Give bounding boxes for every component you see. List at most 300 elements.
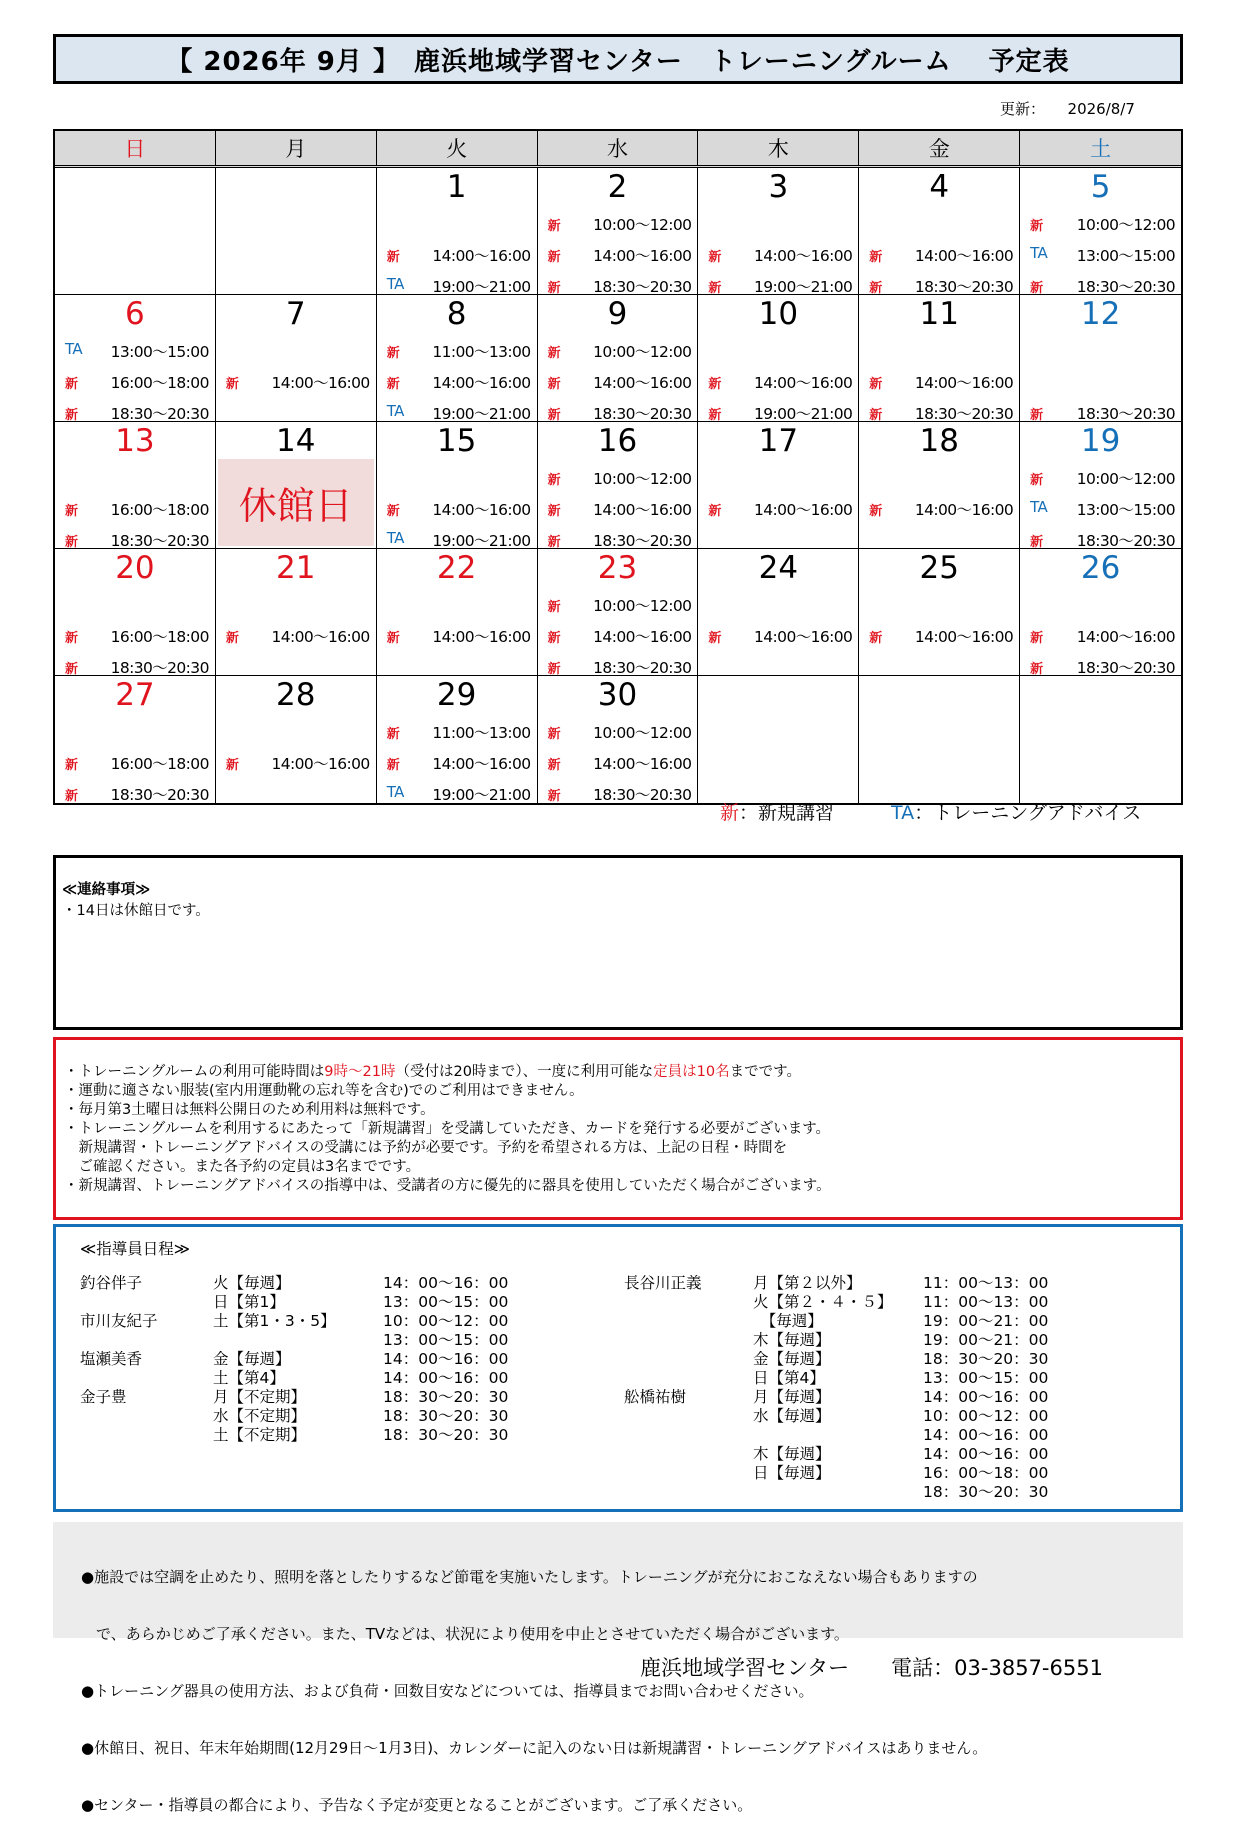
legend-new-label: ：新規講習 (739, 802, 835, 824)
session-time: 14:00〜16:00 (593, 247, 692, 265)
session-slot (1020, 466, 1181, 490)
footer-phone: 電話：03-3857-6551 (891, 1656, 1103, 1680)
new-lesson-tag: 新 (708, 377, 721, 392)
weekday-tue: 火 (377, 131, 538, 165)
calendar-day-cell (538, 676, 699, 803)
session-slot (538, 782, 698, 806)
session-time: 14:00〜16:00 (754, 628, 853, 646)
new-lesson-tag: 新 (225, 631, 239, 646)
session-slot (1020, 624, 1181, 648)
rules-text: （受付は20時まで）、一度に利用可能な (395, 1064, 654, 1080)
session-time: 14:00〜16:00 (271, 628, 370, 646)
page-title: 【 2026年 9月 】 鹿浜地域学習センター トレーニングルーム 予定表 (53, 34, 1183, 84)
session-time: 18:30〜20:30 (1076, 405, 1175, 423)
day-number: 7 (285, 296, 306, 332)
new-lesson-tag: 新 (869, 504, 882, 519)
day-number: 8 (446, 296, 467, 332)
instructor-time: 19：00〜21：00 (923, 1331, 1049, 1349)
rules-text: ・トレーニングルームの利用可能時間は (64, 1064, 325, 1080)
calendar-day-cell (538, 422, 699, 549)
instructor-time: 18：30〜20：30 (383, 1426, 509, 1444)
calendar-day-cell (1020, 549, 1181, 676)
notice-item: ・14日は休館日です。 (62, 903, 210, 919)
calendar-day-cell (55, 168, 216, 295)
training-advice-tag: TA (65, 340, 83, 358)
session-slot (377, 751, 537, 775)
session-time: 14:00〜16:00 (754, 247, 853, 265)
session-time: 18:30〜20:30 (110, 659, 209, 677)
instructor-name: 塩瀬美香 (80, 1350, 143, 1368)
new-lesson-tag: 新 (708, 408, 721, 423)
calendar-day-cell (698, 676, 859, 803)
instructor-time: 13：00〜15：00 (383, 1331, 509, 1349)
new-lesson-tag: 新 (547, 346, 560, 361)
calendar-day-cell (538, 295, 699, 422)
session-time: 14:00〜16:00 (914, 247, 1014, 265)
day-number: 11 (919, 296, 959, 332)
training-advice-tag: TA (386, 529, 404, 547)
new-lesson-tag: 新 (386, 727, 400, 742)
footnote-line: ●センター・指導員の都合により、予告なく予定が変更となることがございます。ご了承ください。 (81, 1796, 753, 1814)
instructor-time: 16：00〜18：00 (923, 1464, 1049, 1482)
session-time: 14:00〜16:00 (1076, 628, 1175, 646)
training-advice-tag: TA (386, 402, 404, 420)
new-lesson-tag: 新 (547, 250, 560, 265)
rules-box (53, 1037, 1183, 1220)
session-time: 14:00〜16:00 (593, 501, 692, 519)
calendar-day-cell (1020, 295, 1181, 422)
calendar-day-cell (377, 422, 538, 549)
calendar-day-cell (538, 168, 699, 295)
instructor-day: 日【第1】 (213, 1293, 285, 1311)
new-lesson-tag: 新 (65, 377, 78, 392)
new-lesson-tag: 新 (547, 600, 560, 615)
new-lesson-tag: 新 (547, 281, 560, 296)
new-lesson-tag: 新 (869, 250, 882, 265)
instructor-day: 水【毎週】 (753, 1407, 831, 1425)
new-lesson-tag: 新 (225, 758, 239, 773)
instructor-day: 月【不定期】 (213, 1388, 307, 1406)
instructor-day: 金【毎週】 (213, 1350, 291, 1368)
session-time: 19:00〜21:00 (754, 278, 853, 296)
calendar-day-cell (216, 676, 377, 803)
rules-line: ・新規講習、トレーニングアドバイスの指導中は、受講者の方に優先的に器具を使用していただく場合がございます。 (64, 1178, 831, 1194)
session-time: 16:00〜18:00 (110, 628, 209, 646)
instructor-time: 10：00〜12：00 (383, 1312, 509, 1330)
new-lesson-tag: 新 (1030, 535, 1043, 550)
day-number: 4 (929, 169, 950, 205)
new-lesson-tag: 新 (1030, 219, 1043, 234)
instructor-day: 火【毎週】 (213, 1274, 291, 1292)
rules-line: ご確認ください。また各予約の定員は3名までです。 (64, 1159, 421, 1175)
updated-date: 2026/8/7 (1067, 100, 1135, 118)
new-lesson-tag: 新 (547, 504, 560, 519)
session-slot (538, 624, 698, 648)
session-time: 14:00〜16:00 (914, 628, 1014, 646)
day-number: 23 (597, 550, 638, 586)
session-time: 13:00〜15:00 (1076, 247, 1175, 265)
instructor-time: 14：00〜16：00 (383, 1369, 509, 1387)
calendar-day-cell (1020, 422, 1181, 549)
session-slot (538, 466, 698, 490)
new-lesson-tag: 新 (65, 408, 78, 423)
notice-box (53, 855, 1183, 1030)
session-time: 18:30〜20:30 (914, 405, 1014, 423)
instructor-time: 18：30〜20：30 (923, 1483, 1049, 1501)
instructor-name: 金子豊 (80, 1388, 127, 1406)
instructor-day: 木【毎週】 (753, 1331, 831, 1349)
session-time: 19:00〜21:00 (432, 278, 531, 296)
closed-day-label: 休館日 (218, 459, 374, 546)
session-time: 14:00〜16:00 (914, 501, 1014, 519)
new-lesson-tag: 新 (547, 789, 560, 804)
calendar (53, 129, 1183, 805)
new-lesson-tag: 新 (869, 631, 882, 646)
session-slot (538, 720, 698, 744)
session-slot (377, 720, 537, 744)
session-slot (859, 497, 1019, 521)
day-number: 13 (115, 423, 155, 459)
day-number: 24 (758, 550, 799, 586)
day-number: 12 (1080, 296, 1121, 332)
training-advice-tag: TA (386, 783, 404, 801)
rules-text: までです。 (729, 1064, 801, 1080)
session-time: 18:30〜20:30 (914, 278, 1014, 296)
instructor-time: 14：00〜16：00 (923, 1426, 1049, 1444)
session-slot (55, 624, 215, 648)
day-number: 10 (758, 296, 799, 332)
session-time: 16:00〜18:00 (110, 755, 209, 773)
weekday-mon: 月 (216, 131, 377, 165)
session-time: 10:00〜12:00 (593, 343, 692, 361)
session-slot (1020, 243, 1181, 267)
instructor-time: 18：30〜20：30 (923, 1350, 1049, 1368)
new-lesson-tag: 新 (65, 758, 78, 773)
day-number: 20 (115, 550, 155, 586)
instructor-name: 釣谷伴子 (80, 1274, 143, 1292)
new-lesson-tag: 新 (386, 250, 400, 265)
instructor-day: 日【毎週】 (753, 1464, 831, 1482)
session-time: 18:30〜20:30 (110, 405, 209, 423)
new-lesson-tag: 新 (386, 504, 400, 519)
session-time: 14:00〜16:00 (593, 628, 692, 646)
weekday-wed: 水 (538, 131, 699, 165)
rules-line: ・トレーニングルームを利用するにあたって「新規講習」を受講していただき、カードを発行する必要がございます。 (64, 1121, 831, 1137)
session-time: 14:00〜16:00 (432, 247, 531, 265)
day-number: 15 (436, 423, 477, 459)
calendar-day-cell (859, 549, 1020, 676)
instructor-day: 月【第２以外】 (753, 1274, 862, 1292)
session-time: 19:00〜21:00 (432, 405, 531, 423)
day-number: 17 (758, 423, 799, 459)
training-advice-tag: TA (386, 275, 404, 293)
instructor-time: 10：00〜12：00 (923, 1407, 1049, 1425)
session-time: 18:30〜20:30 (593, 659, 692, 677)
session-slot (538, 370, 698, 394)
session-slot (55, 497, 215, 521)
instructor-time: 13：00〜15：00 (923, 1369, 1049, 1387)
new-lesson-tag: 新 (1030, 408, 1043, 423)
session-slot (698, 497, 858, 521)
new-lesson-tag: 新 (65, 504, 78, 519)
instructor-title: ≪指導員日程≫ (80, 1240, 190, 1258)
session-time: 19:00〜21:00 (432, 532, 531, 550)
calendar-day-cell (859, 676, 1020, 803)
calendar-day-cell (216, 549, 377, 676)
new-lesson-tag: 新 (65, 631, 78, 646)
new-lesson-tag: 新 (547, 219, 560, 234)
day-number: 28 (276, 677, 316, 713)
calendar-day-cell (859, 168, 1020, 295)
calendar-day-cell (216, 295, 377, 422)
new-lesson-tag: 新 (1030, 281, 1043, 296)
new-lesson-tag: 新 (708, 281, 721, 296)
footer-center-name: 鹿浜地域学習センター (640, 1656, 850, 1680)
instructor-time: 14：00〜16：00 (923, 1445, 1049, 1463)
session-time: 14:00〜16:00 (754, 374, 853, 392)
instructor-name: 市川友紀子 (80, 1312, 158, 1330)
instructor-time: 13：00〜15：00 (383, 1293, 509, 1311)
session-time: 14:00〜16:00 (593, 755, 692, 773)
day-number: 30 (597, 677, 638, 713)
new-lesson-tag: 新 (386, 758, 400, 773)
session-slot (538, 212, 698, 236)
session-time: 14:00〜16:00 (593, 374, 692, 392)
calendar-day-cell (377, 676, 538, 803)
new-lesson-tag: 新 (1030, 662, 1043, 677)
session-slot (55, 782, 215, 806)
new-lesson-tag: 新 (225, 377, 239, 392)
new-lesson-tag: 新 (386, 377, 400, 392)
new-lesson-tag: 新 (547, 631, 560, 646)
new-lesson-tag: 新 (547, 662, 560, 677)
new-lesson-tag: 新 (869, 377, 882, 392)
instructor-name: 長谷川正義 (624, 1274, 702, 1292)
new-lesson-tag: 新 (869, 281, 882, 296)
updated-label: 更新： (1000, 100, 1038, 118)
new-lesson-tag: 新 (547, 408, 560, 423)
rules-line: 新規講習・トレーニングアドバイスの受講には予約が必要です。予約を希望される方は、上記の日程・時間を (64, 1140, 788, 1156)
rules-line: ・運動に適さない服装(室内用運動靴の忘れ等を含む)でのご利用はできません。 (64, 1083, 584, 1099)
day-number: 9 (607, 296, 628, 332)
session-time: 10:00〜12:00 (593, 470, 692, 488)
instructor-day: 日【第4】 (753, 1369, 825, 1387)
session-slot (1020, 497, 1181, 521)
calendar-day-cell (698, 549, 859, 676)
new-lesson-tag: 新 (65, 535, 78, 550)
session-time: 13:00〜15:00 (1076, 501, 1175, 519)
session-slot (55, 370, 215, 394)
session-slot (538, 751, 698, 775)
legend-new-tag: 新 (720, 802, 740, 824)
session-time: 18:30〜20:30 (593, 786, 692, 804)
day-number: 18 (919, 423, 959, 459)
session-time: 19:00〜21:00 (754, 405, 853, 423)
session-time: 14:00〜16:00 (914, 374, 1014, 392)
session-time: 10:00〜12:00 (593, 724, 692, 742)
weekday-thu: 木 (698, 131, 859, 165)
instructor-time: 11：00〜13：00 (923, 1274, 1049, 1292)
day-number: 3 (768, 169, 789, 205)
rules-highlight: 9時〜21時 (324, 1064, 396, 1080)
session-time: 16:00〜18:00 (110, 501, 209, 519)
day-number: 26 (1080, 550, 1121, 586)
day-number: 21 (276, 550, 316, 586)
rules-highlight: 定員は10名 (653, 1064, 730, 1080)
rules-line (64, 1063, 1172, 1082)
legend (720, 798, 1141, 825)
new-lesson-tag: 新 (1030, 631, 1043, 646)
instructor-time: 19：00〜21：00 (923, 1312, 1049, 1330)
calendar-day-cell (55, 549, 216, 676)
session-time: 10:00〜12:00 (593, 216, 692, 234)
footer (640, 1652, 1103, 1682)
instructor-day: 火【第２・４・５】 (753, 1293, 893, 1311)
footnote-line: ●施設では空調を止めたり、照明を落としたりするなど節電を実施いたします。トレーニングが充分におこなえない場合もありますの (81, 1568, 978, 1586)
new-lesson-tag: 新 (547, 473, 560, 488)
instructor-time: 18：30〜20：30 (383, 1407, 509, 1425)
session-time: 14:00〜16:00 (754, 501, 853, 519)
calendar-day-cell (1020, 676, 1181, 803)
instructor-name: 舩橋祐樹 (624, 1388, 687, 1406)
session-slot (538, 497, 698, 521)
new-lesson-tag: 新 (386, 631, 400, 646)
weekday-sun: 日 (55, 131, 216, 165)
session-time: 18:30〜20:30 (1076, 278, 1175, 296)
instructor-day: 【毎週】 (753, 1312, 823, 1330)
session-time: 18:30〜20:30 (593, 532, 692, 550)
calendar-grid (55, 168, 1181, 803)
session-time: 14:00〜16:00 (432, 628, 531, 646)
session-slot (698, 624, 858, 648)
calendar-day-cell (216, 168, 377, 295)
instructor-schedule (53, 1224, 1183, 1512)
session-time: 10:00〜12:00 (1076, 216, 1175, 234)
calendar-day-cell (859, 422, 1020, 549)
calendar-day-cell (698, 168, 859, 295)
session-slot (698, 370, 858, 394)
new-lesson-tag: 新 (65, 662, 78, 677)
new-lesson-tag: 新 (65, 789, 78, 804)
calendar-day-cell (55, 422, 216, 549)
new-lesson-tag: 新 (1030, 473, 1043, 488)
instructor-time: 18：30〜20：30 (383, 1388, 509, 1406)
session-slot (216, 751, 376, 775)
footnote-line: で、あらかじめご了承ください。また、TVなどは、状況により使用を中止とさせていただく場合がございます。 (81, 1625, 849, 1643)
new-lesson-tag: 新 (547, 758, 560, 773)
session-time: 18:30〜20:30 (593, 405, 692, 423)
day-number: 19 (1080, 423, 1121, 459)
session-slot (377, 782, 537, 806)
instructor-time: 14：00〜16：00 (383, 1274, 509, 1292)
calendar-day-cell (538, 549, 699, 676)
calendar-day-cell (698, 422, 859, 549)
instructor-day: 月【毎週】 (753, 1388, 831, 1406)
instructor-day: 水【不定期】 (213, 1407, 307, 1425)
session-slot (538, 593, 698, 617)
new-lesson-tag: 新 (708, 504, 721, 519)
training-advice-tag: TA (1030, 498, 1048, 516)
session-slot (538, 339, 698, 363)
instructor-day: 土【不定期】 (213, 1426, 307, 1444)
session-slot (216, 624, 376, 648)
instructor-day: 土【第1・3・5】 (213, 1312, 336, 1330)
day-number: 27 (115, 677, 155, 713)
session-slot (377, 243, 537, 267)
calendar-day-cell (1020, 168, 1181, 295)
session-time: 14:00〜16:00 (432, 501, 531, 519)
session-time: 16:00〜18:00 (110, 374, 209, 392)
day-number: 22 (436, 550, 477, 586)
day-number: 1 (446, 169, 467, 205)
updated-info (1000, 98, 1135, 119)
session-slot (698, 243, 858, 267)
new-lesson-tag: 新 (547, 535, 560, 550)
session-time: 14:00〜16:00 (432, 374, 531, 392)
weekday-sat: 土 (1090, 137, 1112, 161)
day-number: 5 (1090, 169, 1111, 205)
new-lesson-tag: 新 (386, 346, 400, 361)
day-number: 29 (436, 677, 477, 713)
calendar-day-cell (377, 295, 538, 422)
new-lesson-tag: 新 (708, 631, 721, 646)
instructor-day: 土【第4】 (213, 1369, 285, 1387)
session-time: 14:00〜16:00 (271, 755, 370, 773)
instructor-time: 14：00〜16：00 (383, 1350, 509, 1368)
session-slot (377, 497, 537, 521)
session-time: 19:00〜21:00 (432, 786, 531, 804)
day-number: 25 (919, 550, 959, 586)
session-time: 18:30〜20:30 (110, 786, 209, 804)
session-slot (216, 370, 376, 394)
session-time: 11:00〜13:00 (432, 724, 531, 742)
day-number: 6 (125, 296, 145, 332)
legend-ta-tag: TA (891, 802, 915, 824)
new-lesson-tag: 新 (869, 408, 882, 423)
session-time: 10:00〜12:00 (593, 597, 692, 615)
calendar-day-cell (55, 295, 216, 422)
session-time: 18:30〜20:30 (1076, 659, 1175, 677)
footnote-line: ●トレーニング器具の使用方法、および負荷・回数目安などについては、指導員までお問い合わせください。 (81, 1682, 814, 1700)
day-number: 14 (276, 423, 316, 459)
notice-title: ≪連絡事項≫ (62, 882, 151, 898)
session-time: 11:00〜13:00 (432, 343, 531, 361)
session-slot (1020, 212, 1181, 236)
session-slot (859, 370, 1019, 394)
session-slot (859, 243, 1019, 267)
session-slot (377, 339, 537, 363)
session-time: 18:30〜20:30 (110, 532, 209, 550)
day-number: 2 (607, 169, 628, 205)
calendar-day-cell (698, 295, 859, 422)
instructor-day: 木【毎週】 (753, 1445, 831, 1463)
training-advice-tag: TA (1030, 244, 1048, 262)
instructor-time: 11：00〜13：00 (923, 1293, 1049, 1311)
calendar-day-cell (377, 549, 538, 676)
day-number: 16 (597, 423, 638, 459)
rules-line: ・毎月第3土曜日は無料公開日のため利用料は無料です。 (64, 1102, 435, 1118)
session-slot (859, 624, 1019, 648)
session-time: 13:00〜15:00 (110, 343, 209, 361)
weekday-fri: 金 (859, 131, 1020, 165)
session-slot (55, 751, 215, 775)
legend-ta-label: ：トレーニングアドバイス (914, 802, 1142, 824)
session-slot (538, 243, 698, 267)
new-lesson-tag: 新 (547, 377, 560, 392)
session-time: 10:00〜12:00 (1076, 470, 1175, 488)
calendar-day-cell (55, 676, 216, 803)
instructor-day: 金【毎週】 (753, 1350, 831, 1368)
